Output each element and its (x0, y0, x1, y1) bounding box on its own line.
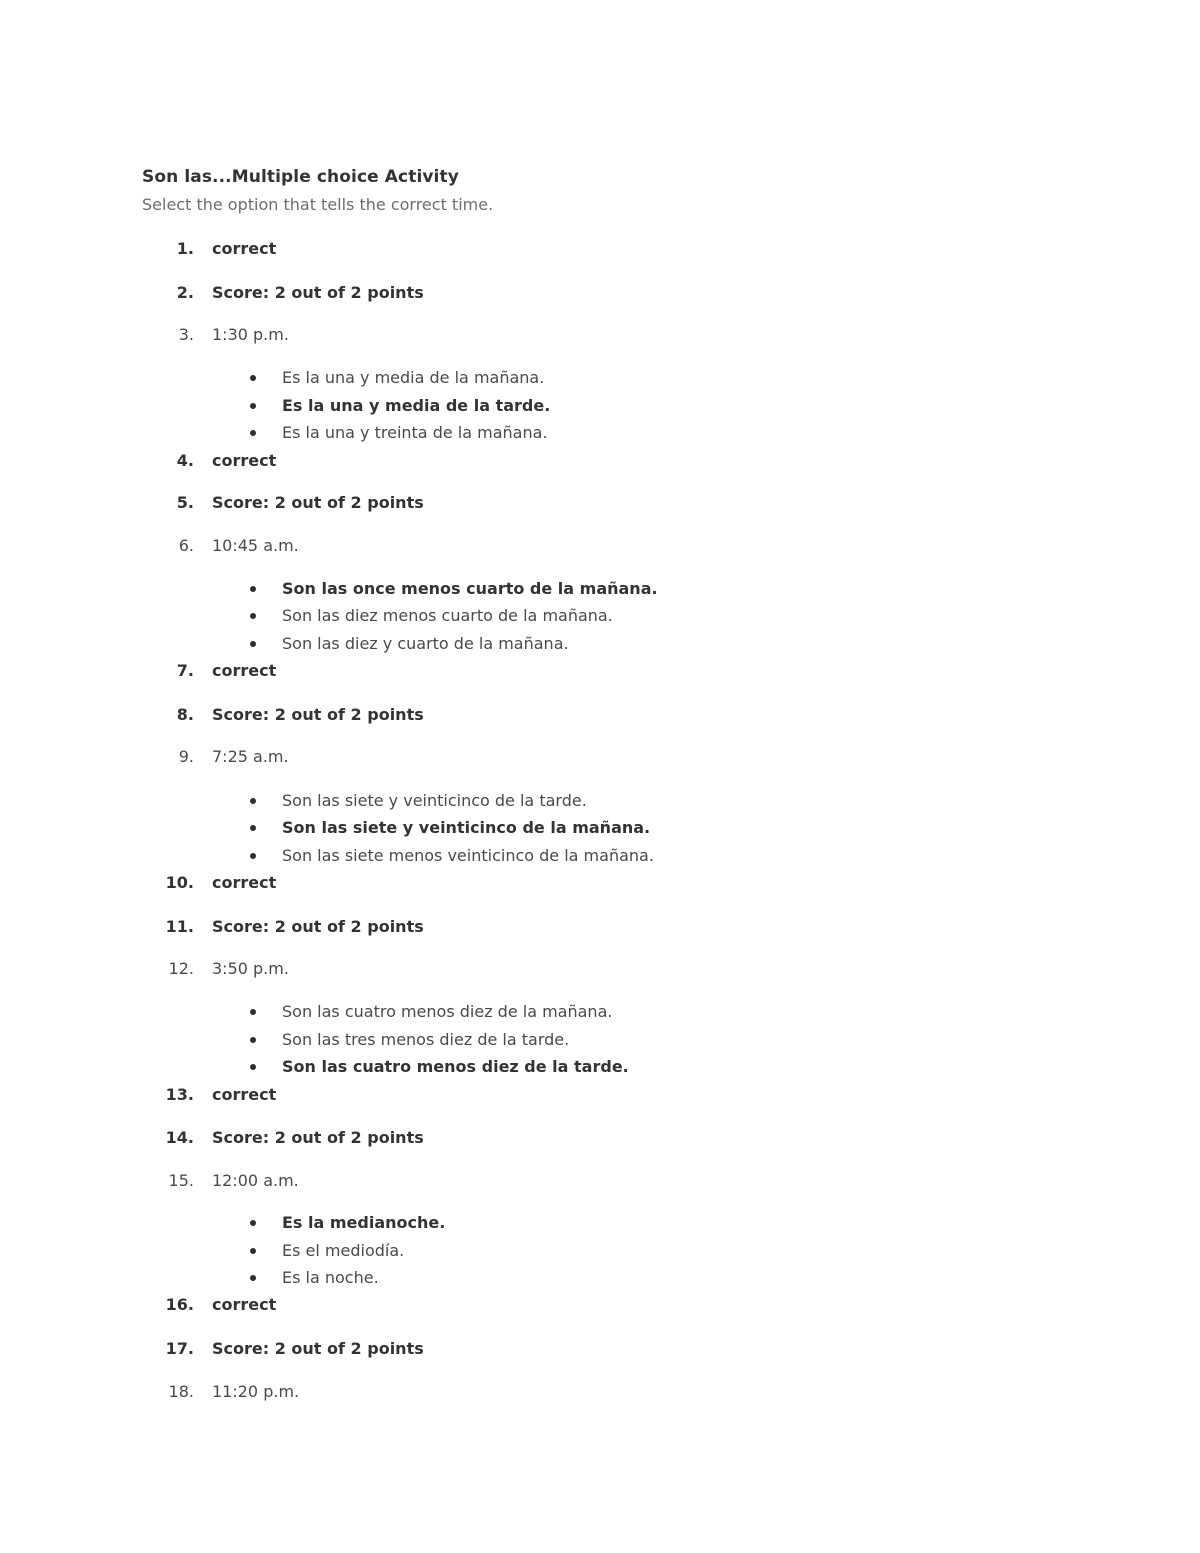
question-time: 1:30 p.m. (212, 325, 289, 344)
bullet-icon (250, 403, 256, 409)
list-item-score (0, 916, 1200, 938)
item-number: 16. (165, 1295, 194, 1314)
bullet-icon (250, 825, 256, 831)
score-label: Score: 2 out of 2 points (212, 1339, 424, 1358)
list-item-result (0, 660, 1200, 682)
answer-option[interactable] (0, 790, 1200, 812)
answer-option-selected[interactable] (0, 578, 1200, 600)
item-number: 4. (176, 451, 194, 470)
bullet-icon (250, 430, 256, 436)
bullet-icon (250, 375, 256, 381)
item-number: 3. (178, 325, 194, 344)
question-time: 11:20 p.m. (212, 1382, 300, 1401)
answer-option-selected[interactable] (0, 395, 1200, 417)
option-text: Son las siete y veinticinco de la tarde. (282, 791, 587, 810)
score-label: Score: 2 out of 2 points (212, 283, 424, 302)
answer-option-selected[interactable] (0, 817, 1200, 839)
item-number: 12. (168, 959, 194, 978)
option-text: Es la una y treinta de la mañana. (282, 423, 548, 442)
list-item-result (0, 1084, 1200, 1106)
option-text: Son las once menos cuarto de la mañana. (282, 579, 658, 598)
option-text: Es la una y media de la mañana. (282, 368, 545, 387)
option-text: Son las diez menos cuarto de la mañana. (282, 606, 613, 625)
activity-instructions: Select the option that tells the correct time. (142, 195, 494, 214)
bullet-icon (250, 853, 256, 859)
item-number: 2. (176, 283, 194, 302)
bullet-icon (250, 613, 256, 619)
question-time: 10:45 a.m. (212, 536, 299, 555)
answer-option[interactable] (0, 845, 1200, 867)
result-label: correct (212, 873, 277, 892)
answer-option[interactable] (0, 1001, 1200, 1023)
result-label: correct (212, 451, 277, 470)
question-time: 3:50 p.m. (212, 959, 289, 978)
item-number: 14. (165, 1128, 194, 1147)
answer-option[interactable] (0, 1029, 1200, 1051)
result-label: correct (212, 239, 277, 258)
answer-option[interactable] (0, 605, 1200, 627)
option-text: Es el mediodía. (282, 1241, 405, 1260)
item-number: 18. (168, 1382, 194, 1401)
option-text: Es la noche. (282, 1268, 379, 1287)
option-text: Son las siete y veinticinco de la mañana. (282, 818, 651, 837)
list-item-score (0, 1127, 1200, 1149)
answer-option[interactable] (0, 1240, 1200, 1262)
item-number: 1. (176, 239, 194, 258)
option-text: Es la medianoche. (282, 1213, 446, 1232)
bullet-icon (250, 1009, 256, 1015)
bullet-icon (250, 1064, 256, 1070)
list-item-question (0, 1170, 1200, 1192)
answer-option[interactable] (0, 633, 1200, 655)
item-number: 13. (165, 1085, 194, 1104)
list-item-question (0, 1381, 1200, 1403)
answer-option[interactable] (0, 422, 1200, 444)
list-item-result (0, 1294, 1200, 1316)
list-item-question (0, 324, 1200, 346)
option-text: Son las siete menos veinticinco de la mañana. (282, 846, 654, 865)
item-number: 9. (178, 747, 194, 766)
answer-option-selected[interactable] (0, 1212, 1200, 1234)
item-number: 11. (165, 917, 194, 936)
bullet-icon (250, 1220, 256, 1226)
activity-title: Son las...Multiple choice Activity (142, 167, 459, 187)
item-number: 8. (176, 705, 194, 724)
item-number: 10. (165, 873, 194, 892)
question-time: 7:25 a.m. (212, 747, 289, 766)
score-label: Score: 2 out of 2 points (212, 917, 424, 936)
list-item-result (0, 238, 1200, 260)
list-item-score (0, 704, 1200, 726)
item-number: 17. (165, 1339, 194, 1358)
item-number: 15. (168, 1171, 194, 1190)
bullet-icon (250, 586, 256, 592)
result-label: correct (212, 661, 277, 680)
answer-option[interactable] (0, 367, 1200, 389)
item-number: 7. (176, 661, 194, 680)
item-number: 6. (178, 536, 194, 555)
result-label: correct (212, 1295, 277, 1314)
list-item-result (0, 450, 1200, 472)
bullet-icon (250, 1275, 256, 1281)
bullet-icon (250, 1248, 256, 1254)
bullet-icon (250, 1037, 256, 1043)
list-item-score (0, 282, 1200, 304)
item-number: 5. (176, 493, 194, 512)
answer-option-selected[interactable] (0, 1056, 1200, 1078)
list-item-score (0, 492, 1200, 514)
list-item-question (0, 958, 1200, 980)
list-item-question (0, 535, 1200, 557)
option-text: Son las cuatro menos diez de la mañana. (282, 1002, 613, 1021)
option-text: Es la una y media de la tarde. (282, 396, 551, 415)
question-time: 12:00 a.m. (212, 1171, 299, 1190)
option-text: Son las cuatro menos diez de la tarde. (282, 1057, 629, 1076)
list-item-result (0, 872, 1200, 894)
bullet-icon (250, 641, 256, 647)
list-item-score (0, 1338, 1200, 1360)
result-label: correct (212, 1085, 277, 1104)
score-label: Score: 2 out of 2 points (212, 493, 424, 512)
score-label: Score: 2 out of 2 points (212, 1128, 424, 1147)
answer-option[interactable] (0, 1267, 1200, 1289)
option-text: Son las diez y cuarto de la mañana. (282, 634, 569, 653)
option-text: Son las tres menos diez de la tarde. (282, 1030, 570, 1049)
list-item-question (0, 746, 1200, 768)
score-label: Score: 2 out of 2 points (212, 705, 424, 724)
bullet-icon (250, 798, 256, 804)
